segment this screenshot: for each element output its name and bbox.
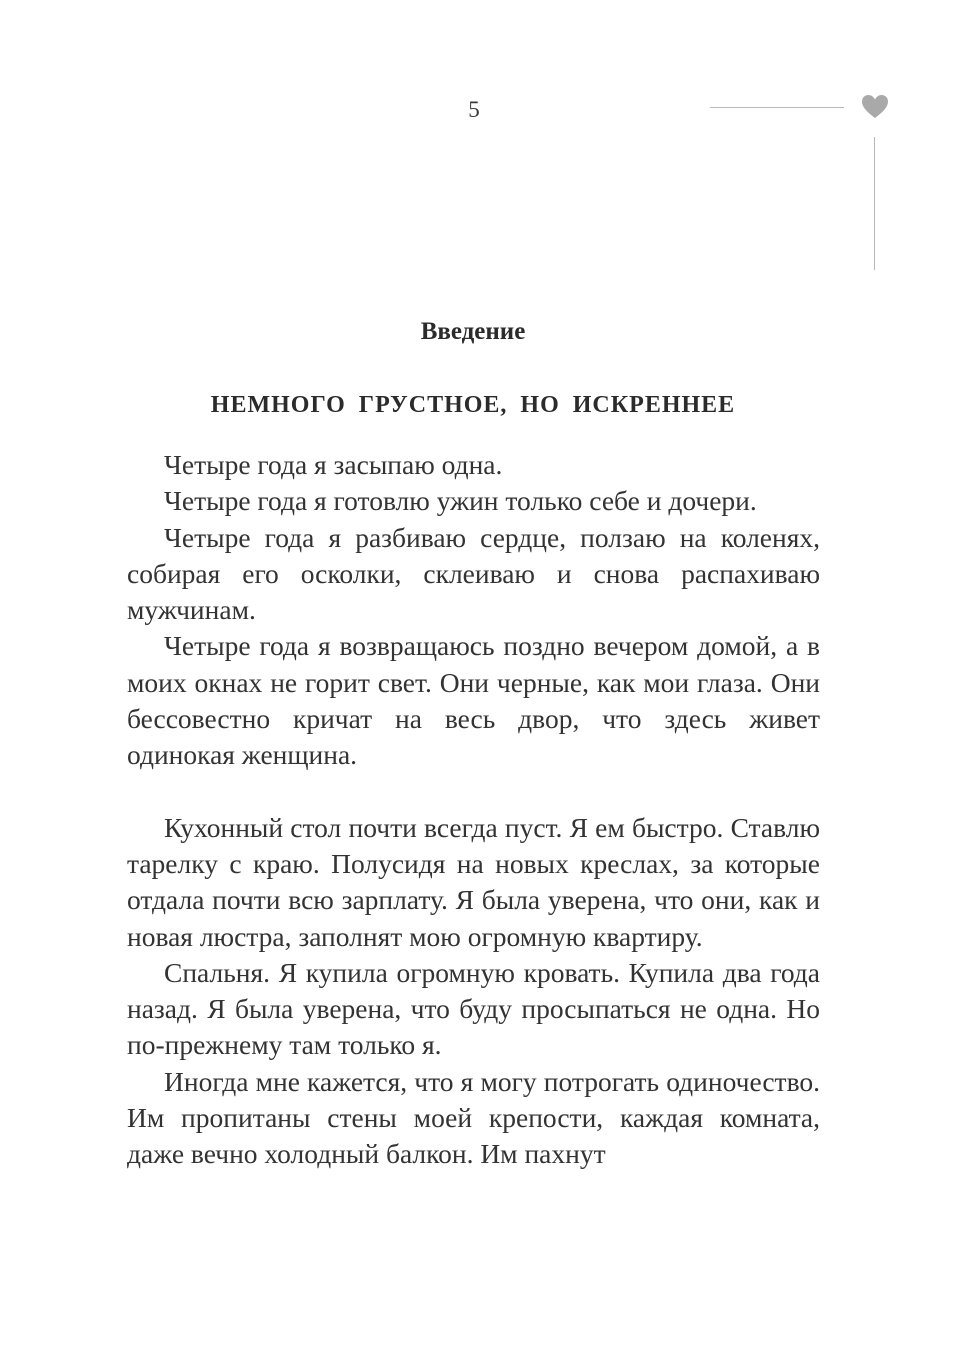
paragraph: Четыре года я готовлю ужин только себе и дочери. (164, 485, 757, 517)
body-text (127, 447, 820, 1173)
paragraph: Спальня. Я купила огромную кровать. Купила два года назад. Я была уверена, что буду просыпаться не одна. Но по-прежнему там только я. (127, 956, 820, 1061)
paragraph: Четыре года я возвращаюсь поздно вечером домой, а в моих окнах не горит свет. Они черные, как мои глаза. Они бессовестно кричат на весь двор, что здесь живет одинокая женщина. (127, 630, 820, 771)
paragraph: Иногда мне кажется, что я могу потрогать одиночество. Им пропитаны стены моей крепости, каждая комната, даже вечно холодный балкон. Им пахнут (127, 1065, 820, 1170)
paragraph: Четыре года я разбиваю сердце, ползаю на коленях, собирая его осколки, склеиваю и снова распахиваю мужчинам. (127, 521, 820, 626)
paragraph: Четыре года я засыпаю одна. (164, 449, 503, 480)
decorative-horizontal-line (710, 107, 844, 108)
chapter-title: НЕМНОГО ГРУСТНОЕ, НО ИСКРЕННЕЕ (210, 392, 736, 418)
paragraph: Кухонный стол почти всегда пуст. Я ем быстро. Ставлю тарелку с краю. Полусидя на новых креслах, за которые отдала почти всю зарплату. Я была уверена, что они, как и новая люстра, заполнят мою огромную квартиру. (127, 811, 820, 952)
heart-icon (861, 94, 889, 120)
page-number: 5 (468, 97, 480, 122)
section-label: Введение (420, 318, 526, 345)
decorative-vertical-line (874, 137, 875, 270)
